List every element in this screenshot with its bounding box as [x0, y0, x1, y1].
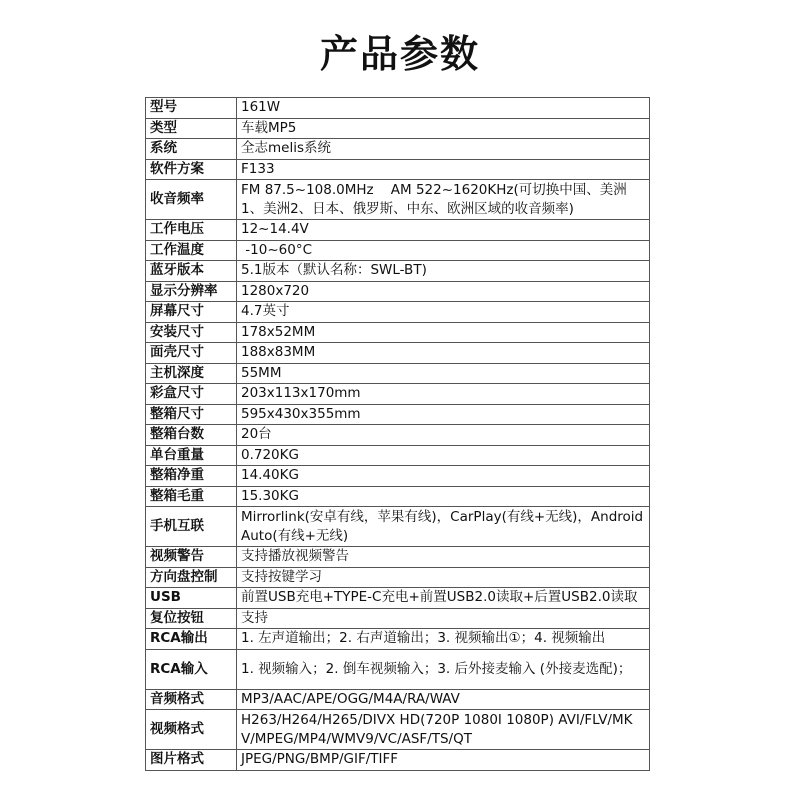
spec-value: 161W	[237, 98, 650, 119]
spec-key: USB	[146, 588, 237, 609]
table-row	[146, 384, 650, 405]
spec-key: 类型	[146, 118, 237, 139]
spec-value: 车载MP5	[237, 118, 650, 139]
spec-value: 188x83MM	[237, 343, 650, 364]
spec-value: JPEG/PNG/BMP/GIF/TIFF	[237, 750, 650, 771]
table-row	[146, 180, 650, 220]
table-row	[146, 425, 650, 446]
spec-value: H263/H264/H265/DIVX HD(720P 1080I 1080P) AVI/FLV/MKV/MPEG/MP4/WMV9/VC/ASF/TS/QT	[237, 710, 650, 750]
spec-key: 型号	[146, 98, 237, 119]
spec-key: 软件方案	[146, 159, 237, 180]
table-row	[146, 507, 650, 547]
spec-value: 20台	[237, 425, 650, 446]
spec-value: 178x52MM	[237, 322, 650, 343]
spec-key: 方向盘控制	[146, 567, 237, 588]
spec-key: 视频警告	[146, 547, 237, 568]
spec-value: 203x113x170mm	[237, 384, 650, 405]
spec-value: 5.1版本（默认名称：SWL-BT)	[237, 261, 650, 282]
table-row	[146, 98, 650, 119]
spec-key: 工作电压	[146, 220, 237, 241]
spec-table	[145, 97, 650, 771]
spec-value: 12~14.4V	[237, 220, 650, 241]
table-row	[146, 445, 650, 466]
spec-key: 屏幕尺寸	[146, 302, 237, 323]
table-row	[146, 466, 650, 487]
spec-key: 音频格式	[146, 689, 237, 710]
spec-value: 全志melis系统	[237, 139, 650, 160]
table-row	[146, 588, 650, 609]
table-row	[146, 404, 650, 425]
spec-key: 整箱净重	[146, 466, 237, 487]
spec-value: 14.40KG	[237, 466, 650, 487]
spec-value: -10~60°C	[237, 240, 650, 261]
spec-key: 视频格式	[146, 710, 237, 750]
spec-key: 彩盒尺寸	[146, 384, 237, 405]
spec-value: 15.30KG	[237, 486, 650, 507]
table-row	[146, 240, 650, 261]
spec-key: 收音频率	[146, 180, 237, 220]
spec-key: 蓝牙版本	[146, 261, 237, 282]
spec-value: 支持按键学习	[237, 567, 650, 588]
spec-value: 1280x720	[237, 281, 650, 302]
spec-key: 整箱尺寸	[146, 404, 237, 425]
table-row	[146, 159, 650, 180]
spec-value: 支持	[237, 608, 650, 629]
spec-value: 1. 左声道输出；2. 右声道输出；3. 视频输出①；4. 视频输出	[237, 629, 650, 650]
spec-key: 图片格式	[146, 750, 237, 771]
spec-value: Mirrorlink(安卓有线，苹果有线)，CarPlay(有线+无线)，Android Auto(有线+无线)	[237, 507, 650, 547]
spec-value: 支持播放视频警告	[237, 547, 650, 568]
table-row	[146, 281, 650, 302]
spec-value: 前置USB充电+TYPE-C充电+前置USB2.0读取+后置USB2.0读取	[237, 588, 650, 609]
spec-key: 复位按钮	[146, 608, 237, 629]
spec-key: 安装尺寸	[146, 322, 237, 343]
spec-value: 595x430x355mm	[237, 404, 650, 425]
table-row	[146, 710, 650, 750]
table-row	[146, 261, 650, 282]
table-row	[146, 547, 650, 568]
spec-value: 55MM	[237, 363, 650, 384]
table-row	[146, 118, 650, 139]
table-row	[146, 629, 650, 650]
spec-key: 工作温度	[146, 240, 237, 261]
table-row	[146, 302, 650, 323]
spec-value: 4.7英寸	[237, 302, 650, 323]
spec-key: 手机互联	[146, 507, 237, 547]
table-row	[146, 689, 650, 710]
table-row	[146, 139, 650, 160]
table-row	[146, 567, 650, 588]
table-row	[146, 649, 650, 689]
spec-key: 主机深度	[146, 363, 237, 384]
spec-value: F133	[237, 159, 650, 180]
page-title: 产品参数	[319, 32, 480, 76]
table-row	[146, 608, 650, 629]
spec-key: 面壳尺寸	[146, 343, 237, 364]
table-row	[146, 220, 650, 241]
spec-key: RCA输入	[146, 649, 237, 689]
spec-key: 系统	[146, 139, 237, 160]
table-row	[146, 343, 650, 364]
table-row	[146, 322, 650, 343]
spec-key: RCA输出	[146, 629, 237, 650]
spec-value: 1. 视频输入；2. 倒车视频输入；3. 后外接麦输入 (外接麦选配)；	[237, 649, 650, 689]
spec-value: 0.720KG	[237, 445, 650, 466]
spec-value: MP3/AAC/APE/OGG/M4A/RA/WAV	[237, 689, 650, 710]
spec-key: 整箱台数	[146, 425, 237, 446]
table-row	[146, 750, 650, 771]
spec-key: 显示分辨率	[146, 281, 237, 302]
spec-key: 整箱毛重	[146, 486, 237, 507]
table-row	[146, 363, 650, 384]
spec-key: 单台重量	[146, 445, 237, 466]
table-row	[146, 486, 650, 507]
spec-value: FM 87.5~108.0MHz AM 522~1620KHz(可切换中国、美洲1、美洲2、日本、俄罗斯、中东、欧洲区域的收音频率)	[237, 180, 650, 220]
